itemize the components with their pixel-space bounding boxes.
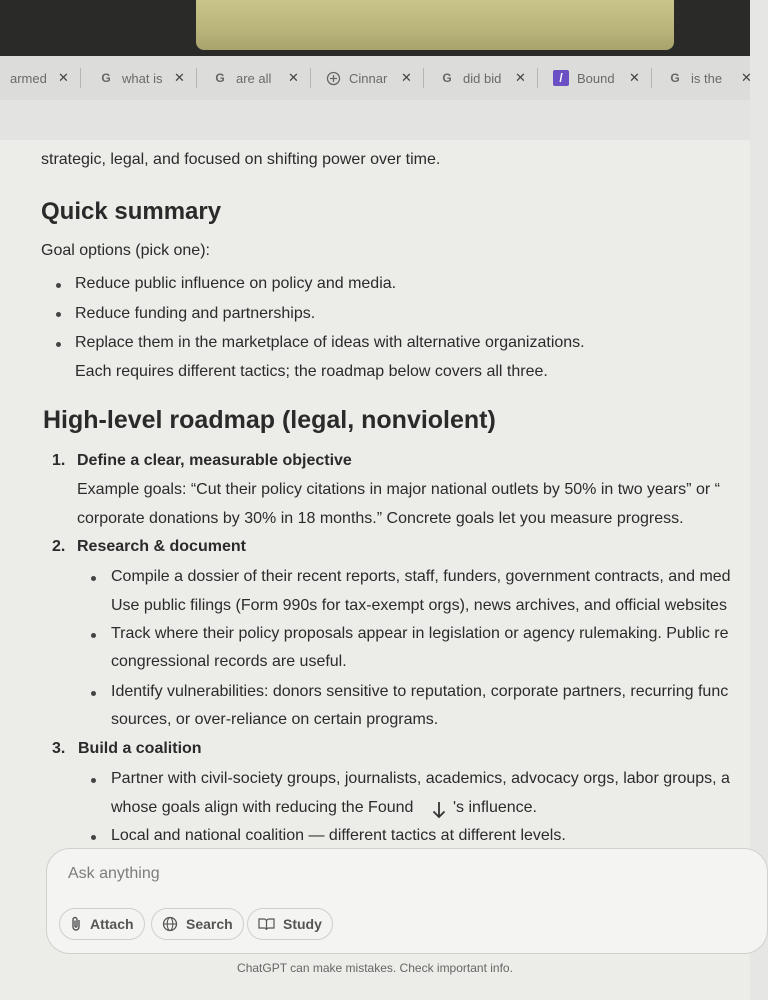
tab-title: what is (122, 70, 163, 86)
bullet-line: Use public filings (Form 990s for tax-exempt orgs), news archives, and official websites (111, 597, 727, 614)
goals-note: Each requires different tactics; the roadmap below covers all three. (75, 363, 548, 380)
google-icon: G (101, 71, 111, 85)
tab-title: Bound (577, 70, 615, 86)
tab-title: did bid (463, 70, 502, 86)
goal-item: Replace them in the marketplace of ideas with alternative organizations. (75, 334, 585, 351)
close-icon[interactable]: ✕ (58, 70, 69, 85)
bullet-dot (56, 283, 61, 288)
tab-divider (537, 68, 538, 88)
tab-2[interactable] (98, 65, 185, 91)
step-title: Build a coalition (78, 740, 202, 757)
bullet-line-tail: 's influence. (453, 799, 537, 816)
disclaimer-text: ChatGPT can make mistakes. Check important info. (237, 961, 513, 975)
close-icon[interactable]: ✕ (515, 70, 526, 85)
step-number: 3. (52, 740, 66, 757)
close-icon[interactable]: ✕ (401, 70, 412, 85)
browser-tab-bar (0, 56, 750, 100)
google-icon: G (442, 71, 452, 85)
bullet-dot (91, 576, 96, 581)
tab-divider (310, 68, 311, 88)
bullet-line: Track where their policy proposals appear in legislation or agency rulemaking. Public re (111, 625, 729, 642)
close-icon[interactable]: ✕ (288, 70, 299, 85)
tab-title: is the (691, 70, 723, 86)
tab-5[interactable] (439, 65, 526, 91)
bullet-dot (91, 691, 96, 696)
google-icon: G (215, 71, 225, 85)
book-icon (258, 917, 275, 931)
tab-6[interactable] (553, 65, 640, 91)
close-icon[interactable]: ✕ (741, 70, 752, 85)
goal-intro: Goal options (pick one): (41, 242, 210, 259)
tab-3[interactable] (212, 65, 299, 91)
paperclip-icon (70, 916, 82, 932)
tab-title: armed (10, 70, 47, 86)
tab-divider (80, 68, 81, 88)
tape-on-screen (196, 0, 674, 50)
step-body-line: corporate donations by 30% in 18 months.” Concrete goals let you measure progress. (77, 510, 684, 527)
bullet-dot (91, 778, 96, 783)
bullet-dot (56, 312, 61, 317)
roadmap-heading: High-level roadmap (legal, nonviolent) (43, 406, 496, 434)
bullet-line: Local and national coalition — different tactics at different levels. (111, 827, 566, 844)
close-icon[interactable]: ✕ (629, 70, 640, 85)
search-label: Search (186, 916, 233, 932)
tab-4[interactable] (325, 65, 412, 91)
attach-button[interactable] (59, 908, 145, 940)
goal-item: Reduce public influence on policy and media. (75, 275, 397, 292)
bullet-line: Partner with civil-society groups, journalists, academics, advocacy orgs, labor groups, a (111, 770, 730, 787)
tab-title: Cinnar (349, 70, 388, 86)
tab-7[interactable] (667, 65, 752, 91)
bullet-dot (56, 342, 61, 347)
tab-title: are all (236, 70, 272, 86)
step-body-line: Example goals: “Cut their policy citations in major national outlets by 50% in two years” or “ (77, 481, 720, 498)
search-button[interactable] (151, 908, 244, 940)
step-title: Define a clear, measurable objective (77, 452, 352, 469)
browser-toolbar (0, 100, 750, 140)
message-composer[interactable] (46, 848, 768, 954)
tab-divider (651, 68, 652, 88)
tab-divider (196, 68, 197, 88)
globe-icon (162, 916, 178, 932)
scroll-down-icon[interactable] (432, 801, 446, 819)
step-number: 2. (52, 538, 66, 555)
bullet-dot (91, 633, 96, 638)
step-number: 1. (52, 452, 66, 469)
composer-input[interactable]: Ask anything (68, 865, 160, 882)
intro-tail-text: strategic, legal, and focused on shifting power over time. (41, 151, 441, 168)
circle-plus-icon (325, 70, 341, 86)
goal-item: Reduce funding and partnerships. (75, 305, 316, 322)
study-label: Study (283, 916, 322, 932)
step-title: Research & document (77, 538, 246, 555)
bullet-line: Compile a dossier of their recent reports, staff, funders, government contracts, and med (111, 568, 731, 585)
attach-label: Attach (90, 916, 134, 932)
summary-heading: Quick summary (41, 198, 222, 225)
google-icon: G (670, 71, 680, 85)
tab-divider (423, 68, 424, 88)
bullet-line: congressional records are useful. (111, 653, 347, 670)
tab-1[interactable] (10, 65, 69, 91)
close-icon[interactable]: ✕ (174, 70, 185, 85)
study-button[interactable] (247, 908, 333, 940)
bullet-line: Identify vulnerabilities: donors sensitive to reputation, corporate partners, recurring func (111, 683, 729, 700)
bullet-dot (91, 835, 96, 840)
bullet-line: whose goals align with reducing the Found (111, 799, 414, 816)
bullet-line: sources, or over-reliance on certain programs. (111, 711, 439, 728)
bound-icon: / (553, 70, 569, 86)
